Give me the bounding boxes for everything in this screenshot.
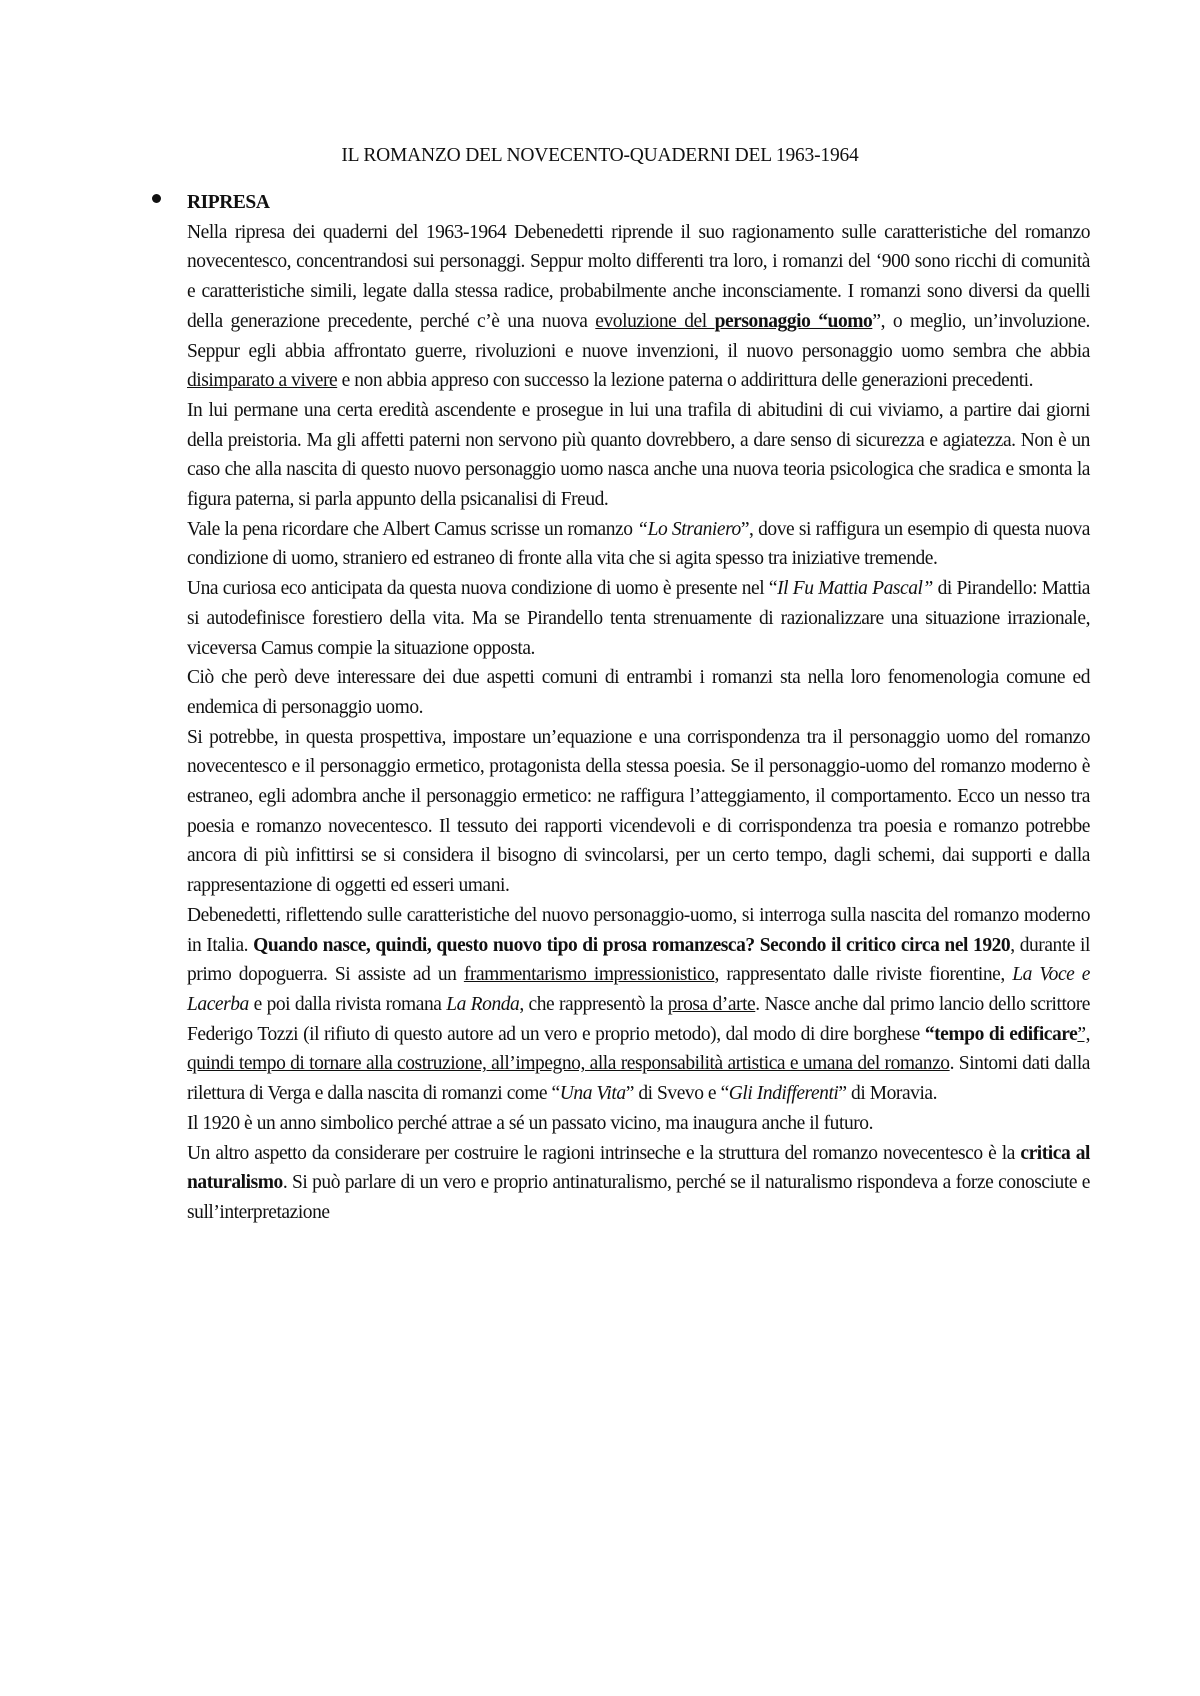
text-run: Una Vita [559,1083,626,1105]
text-run: Un altro aspetto da considerare per costruire le ragioni intrinseche e la struttura del romanzo novecentesco è la [187,1142,1021,1164]
text-run: Quando nasce, quindi, questo nuovo tipo di prosa romanzesca? Secondo il critico circa nel 1920 [253,934,1011,956]
paragraph [187,396,1090,515]
document-title: IL ROMANZO DEL NOVECENTO-QUADERNI DEL 1963-1964 [341,145,859,166]
paragraph [187,901,1090,1109]
text-run: , che rappresentò la [519,993,668,1015]
text-run: disimparato a vivere [187,370,338,392]
text-run: . Sintomi dati dalla rilettura di Verga e dalla nascita di romanzi come “ [187,1053,1091,1105]
text-run: Ciò che però deve interessare dei due aspetti comuni di entrambi i romanzi sta nella loro fenomenologia comune ed endemica di personaggio uomo. [187,667,1090,718]
text-run: ”, quindi tempo di tornare alla costruzione, all’impegno, alla responsabilità artistica e umana del romanzo [187,1023,1090,1075]
paragraph [187,1139,1090,1228]
text-run: Gli Indifferenti [728,1083,839,1105]
text-run: , durante il primo dopoguerra. Si assiste ad un [187,934,1090,986]
text-run: Una curiosa eco anticipata da questa nuova condizione di uomo è presente nel “ [187,578,778,600]
text-run: “tempo di edificare [924,1023,1078,1045]
paragraph [187,218,1090,396]
paragraph-container [187,218,1090,1228]
text-run: critica al naturalismo [187,1142,1090,1194]
text-run: Il 1920 è un anno simbolico perché attrae a sé un passato vicino, ma inaugura anche il futuro. [187,1112,874,1134]
paragraph [187,574,1090,663]
text-run: La Ronda [446,993,520,1015]
text-run: , rappresentato dalle riviste fiorentine, [714,964,1013,986]
text-run: . Si può parlare di un vero e proprio antinaturalismo, perché se il naturalismo rispondeva a forze conosciute e sull’interpretazione [187,1172,1090,1223]
section-heading: RIPRESA [187,192,270,213]
text-run: ”, o meglio, un’involuzione. Seppur egli abbia affrontato guerre, rivoluzioni e nuove invenzioni, il nuovo personaggio uomo sembra che abbia [187,310,1090,362]
text-run: ” di Svevo e “ [625,1083,729,1105]
text-run: Si potrebbe, in questa prospettiva, impostare un’equazione e una corrispondenza tra il personaggio uomo del romanzo novecentesco e il personaggio ermetico, protagonista della stessa poesia. Se il personaggio-uomo del romanzo moderno è estraneo, egli adombra anche il personaggio ermetico: ne raffigura l’atteggiamento, il comportamento. Ecco un nesso tra poesia e romanzo novecentesco. Il tessuto dei rapporti vicendevoli e di corrispondenza tra poesia e romanzo potrebbe ancora di più infittirsi se si considera il bisogno di svincolarsi, per un certo tempo, dagli schemi, dai supporti e dalla rappresentazione di oggetti ed esseri umani. [187,726,1090,897]
document-body [187,188,1090,1228]
paragraph [187,1109,1090,1139]
text-run: ” di Moravia. [838,1083,938,1105]
text-run: In lui permane una certa eredità ascendente e prosegue in lui una trafila di abitudini di cui viviamo, a partire dai giorni della preistoria. Ma gli affetti paterni non servono più quanto dovrebbero, a dare senso di sicurezza e agiatezza. Non è un caso che alla nascita di questo nuovo personaggio uomo nasca anche una nuova teoria psicologica che sradica e smonta la figura paterna, si parla appunto della psicanalisi di Freud. [187,399,1090,511]
paragraph [187,515,1090,574]
text-run: Nella ripresa dei quaderni del 1963-1964 Debenedetti riprende il suo ragionamento sulle caratteristiche del romanzo novecentesco, concentrandosi sui personaggi. Seppur molto differenti tra loro, i romanzi del ‘900 sono ricchi di comunità e caratteristiche simili, legate dalla stessa radice, probabilmente anche inconsciamente. I romanzi sono diversi da quelli della generazione precedente, perché c’è una nuova [187,221,1090,332]
paragraph [187,663,1090,722]
text-run: di Pirandello: Mattia si autodefinisce forestiero della vita. Ma se Pirandello tenta strenuamente di razionalizzare una situazione irrazionale, viceversa Camus compie la situazione opposta. [187,578,1090,659]
text-run: frammentarismo impressionistico [463,964,715,986]
text-run: personaggio “uomo [714,310,873,332]
text-run: evoluzione del [595,310,715,332]
text-run: e non abbia appreso con successo la lezione paterna o addirittura delle generazioni precedenti. [337,370,1034,392]
text-run: La Voce e Lacerba [187,964,1090,1015]
text-run: Debenedetti, riflettendo sulle caratteristiche del nuovo personaggio-uomo, si interroga sulla nascita del romanzo moderno in Italia. [187,904,1090,956]
text-run: Vale la pena ricordare che Albert Camus scrisse un romanzo [187,518,638,540]
text-run: . Nasce anche dal primo lancio dello scrittore Federigo Tozzi (il rifiuto di questo autore ad un vero e proprio metodo), dal modo di dire borghese [187,993,1090,1045]
text-run: ”, dove si raffigura un esempio di questa nuova condizione di uomo, straniero ed estraneo di fronte alla vita che si agita spesso tra iniziative tremende. [187,518,1091,570]
text-run: Il Fu Mattia Pascal” [777,578,933,600]
text-run: “Lo Straniero [637,518,741,540]
paragraph [187,723,1090,901]
text-run: prosa d’arte [667,993,756,1015]
bullet-point-icon [152,194,161,203]
text-run: e poi dalla rivista romana [248,993,447,1015]
